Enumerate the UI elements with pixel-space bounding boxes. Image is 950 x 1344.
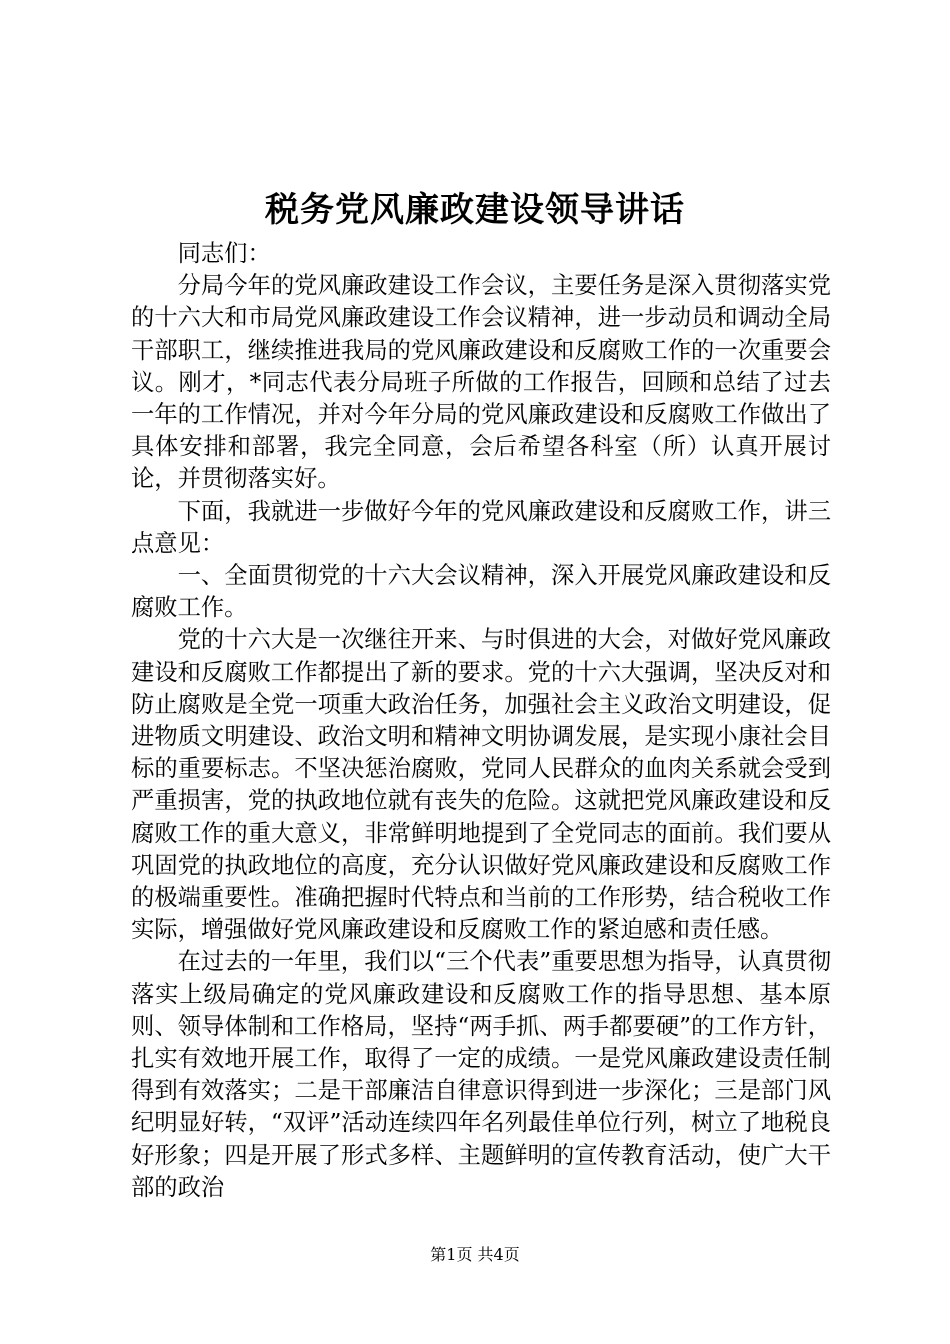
body-paragraph: 在过去的一年里，我们以“三个代表”重要思想为指导，认真贯彻落实上级局确定的党风廉政建设和反腐败工作的指导思想、基本原则、领导体制和工作格局，坚持“两手抓、两手都要硬”的工作方针，扎实有效地开展工作，取得了一定的成绩。一是党风廉政建设责任制得到有效落实；二是干部廉洁自律意识得到进一步深化；三是部门风纪明显好转，“双评”活动连续四年名列最佳单位行列，树立了地税良好形象；四是开展了形式多样、主题鲜明的宣传教育活动，使广大干部的政治 [131,948,831,1201]
body-paragraph: 下面，我就进一步做好今年的党风廉政建设和反腐败工作，讲三点意见： [131,497,831,557]
document-body [131,238,831,1204]
salutation-paragraph: 同志们： [177,240,271,267]
body-paragraph: 党的十六大是一次继往开来、与时俱进的大会，对做好党风廉政建设和反腐败工作都提出了新的要求。党的十六大强调，坚决反对和防止腐败是全党一项重大政治任务，加强社会主义政治文明建设，促进物质文明建设、政治文明和精神文明协调发展，是实现小康社会目标的重要标志。不坚决惩治腐败，党同人民群众的血肉关系就会受到严重损害，党的执政地位就有丧失的危险。这就把党风廉政建设和反腐败工作的重大意义，非常鲜明地提到了全党同志的面前。我们要从巩固党的执政地位的高度，充分认识做好党风廉政建设和反腐败工作的极端重要性。准确把握时代特点和当前的工作形势，结合税收工作实际，增强做好党风廉政建设和反腐败工作的紧迫感和责任感。 [131,626,831,944]
section-heading-paragraph: 一、全面贯彻党的十六大会议精神，深入开展党风廉政建设和反腐败工作。 [131,562,831,622]
body-paragraph: 分局今年的党风廉政建设工作会议，主要任务是深入贯彻落实党的十六大和市局党风廉政建设工作会议精神，进一步动员和调动全局干部职工，继续推进我局的党风廉政建设和反腐败工作的一次重要会议。刚才，*同志代表分局班子所做的工作报告，回顾和总结了过去一年的工作情况，并对今年分局的党风廉政建设和反腐败工作做出了具体安排和部署，我完全同意，会后希望各科室（所）认真开展讨论，并贯彻落实好。 [131,272,831,493]
page-footer: 第1页 共4页 [430,1245,520,1264]
document-title: 税务党风廉政建设领导讲话 [265,190,685,230]
